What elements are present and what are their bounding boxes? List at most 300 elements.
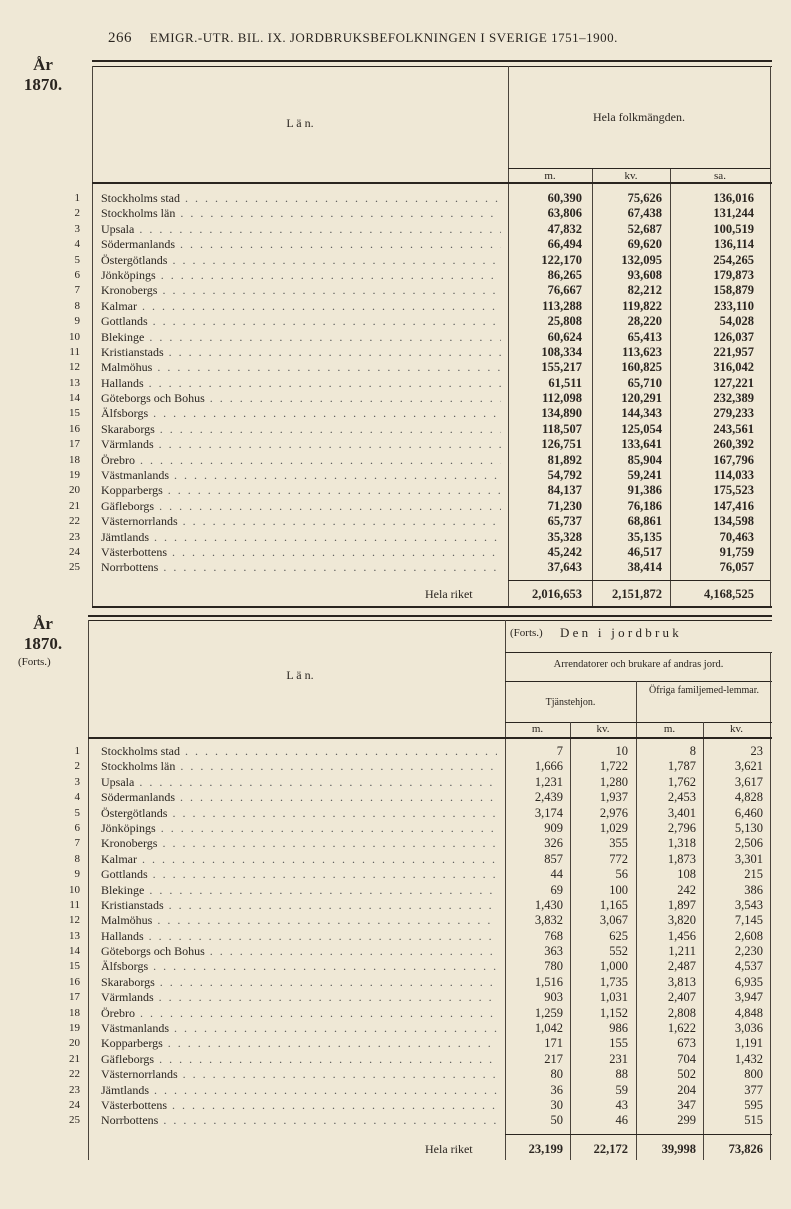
row-number: 11 xyxy=(69,898,80,911)
lan-name: Hallands . . . xyxy=(101,929,497,944)
cell-value: 1,787 xyxy=(667,759,696,774)
row-number: 8 xyxy=(74,852,80,865)
cell-value: 673 xyxy=(677,1036,696,1051)
row-number: 6 xyxy=(74,268,80,281)
lan-name: Kristianstads . . . xyxy=(101,345,501,360)
lan-name: Kalmar . . . xyxy=(101,299,501,314)
cell-value: 133,641 xyxy=(621,437,662,452)
table2-total-of-kv: 73,826 xyxy=(728,1142,763,1156)
row-number: 2 xyxy=(74,760,80,773)
cell-value: 70,463 xyxy=(719,529,754,544)
cell-value: 23 xyxy=(750,744,763,758)
lan-name: Gottlands . . . xyxy=(101,314,501,329)
cell-value: 59 xyxy=(615,1082,628,1097)
cell-value: 88 xyxy=(615,1067,628,1082)
lan-name: Kopparbergs . . . xyxy=(101,483,501,498)
cell-value: 167,796 xyxy=(713,452,754,467)
cell-value: 59,241 xyxy=(627,468,662,483)
cell-value: 1,735 xyxy=(599,974,628,989)
lan-name: Västerbottens . . . xyxy=(101,545,501,560)
table2-right-border xyxy=(770,652,771,1160)
cell-value: 2,487 xyxy=(667,959,696,974)
cell-value: 126,037 xyxy=(713,329,754,344)
cell-value: 903 xyxy=(544,990,563,1005)
table2-col-tj-kv: kv. xyxy=(596,723,610,735)
cell-value: 35,135 xyxy=(627,529,662,544)
cell-value: 25,808 xyxy=(547,314,582,329)
cell-value: 144,343 xyxy=(621,406,662,421)
lan-name: Stockholms stad . . . xyxy=(101,744,497,759)
row-number: 20 xyxy=(69,484,80,497)
cell-value: 54,028 xyxy=(719,314,754,329)
cell-value: 147,416 xyxy=(713,498,754,513)
lan-name: Kronobergs . . . xyxy=(101,283,501,298)
lan-name: Södermanlands . . . xyxy=(101,790,497,805)
row-number: 20 xyxy=(69,1037,80,1050)
cell-value: 3,036 xyxy=(734,1021,763,1036)
table2-total-tj-kv: 22,172 xyxy=(593,1142,628,1156)
cell-value: 30 xyxy=(550,1097,563,1112)
row-number: 15 xyxy=(69,960,80,973)
cell-value: 2,453 xyxy=(667,790,696,805)
cell-value: 515 xyxy=(744,1113,763,1128)
row-number: 11 xyxy=(69,345,80,358)
cell-value: 46,517 xyxy=(627,544,662,559)
lan-name: Malmöhus . . . xyxy=(101,913,497,928)
lan-name: Göteborgs och Bohus . . . xyxy=(101,391,501,406)
table1-lan-names xyxy=(101,191,501,576)
cell-value: 76,186 xyxy=(627,498,662,513)
cell-value: 2,976 xyxy=(599,805,628,820)
cell-value: 1,231 xyxy=(534,774,563,789)
cell-value: 35,328 xyxy=(547,529,582,544)
cell-value: 69,620 xyxy=(627,237,662,252)
lan-name: Kalmar . . . xyxy=(101,852,497,867)
cell-value: 3,543 xyxy=(734,897,763,912)
table2-lan-names xyxy=(101,744,497,1129)
cell-value: 1,211 xyxy=(668,944,696,959)
lan-name: Göteborgs och Bohus . . . xyxy=(101,944,497,959)
row-number: 7 xyxy=(74,837,80,850)
cell-value: 112,098 xyxy=(542,391,582,406)
cell-value: 780 xyxy=(544,959,563,974)
table1-right-border xyxy=(770,66,771,606)
cell-value: 326 xyxy=(544,836,563,851)
table1-col-div-2 xyxy=(670,168,671,606)
lan-name: Örebro . . . xyxy=(101,453,501,468)
row-number: 18 xyxy=(69,453,80,466)
row-number: 17 xyxy=(69,991,80,1004)
lan-name: Malmöhus . . . xyxy=(101,360,501,375)
page-number: 266 xyxy=(108,30,132,46)
page-title: EMIGR.-UTR. BIL. IX. JORDBRUKSBEFOLKNINGEN I SVERIGE 1751–1900. xyxy=(149,30,618,45)
cell-value: 3,820 xyxy=(667,913,696,928)
cell-value: 2,808 xyxy=(667,1005,696,1020)
cell-value: 113,623 xyxy=(622,344,662,359)
cell-value: 3,174 xyxy=(534,805,563,820)
table2-left-border xyxy=(88,620,89,1160)
cell-value: 44 xyxy=(550,867,563,882)
cell-value: 60,624 xyxy=(547,329,582,344)
table2-subgroup-div xyxy=(636,681,637,1160)
row-number: 24 xyxy=(69,545,80,558)
lan-name: Kopparbergs . . . xyxy=(101,1036,497,1051)
lan-name: Kronobergs . . . xyxy=(101,836,497,851)
lan-name: Skaraborgs . . . xyxy=(101,422,501,437)
cell-value: 3,813 xyxy=(667,974,696,989)
cell-value: 132,095 xyxy=(621,252,662,267)
cell-value: 10 xyxy=(615,744,628,758)
cell-value: 217 xyxy=(544,1051,563,1066)
lan-name: Jönköpings . . . xyxy=(101,268,501,283)
lan-name: Norrbottens . . . xyxy=(101,1113,497,1128)
cell-value: 3,617 xyxy=(734,774,763,789)
row-number: 13 xyxy=(69,929,80,942)
row-number: 17 xyxy=(69,438,80,451)
table2-total-rule xyxy=(505,1134,772,1135)
cell-value: 82,212 xyxy=(627,283,662,298)
table1-col-m: m. xyxy=(544,170,556,182)
table1-col-m-values xyxy=(510,191,582,576)
cell-value: 171 xyxy=(544,1036,563,1051)
table1-total-rule xyxy=(508,580,770,581)
cell-value: 71,230 xyxy=(547,498,582,513)
lan-name: Blekinge . . . xyxy=(101,883,497,898)
cell-value: 1,029 xyxy=(599,820,628,835)
year-label-1 xyxy=(18,55,68,95)
table1-total-kv: 2,151,872 xyxy=(612,587,662,601)
cell-value: 215 xyxy=(744,867,763,882)
table2-sub1: Tjänstehjon. xyxy=(545,697,596,708)
cell-value: 69 xyxy=(550,882,563,897)
cell-value: 3,401 xyxy=(667,805,696,820)
table2-sub2: Öfriga familjemed-lemmar. xyxy=(649,685,759,696)
cell-value: 299 xyxy=(677,1113,696,1128)
cell-value: 4,848 xyxy=(734,1005,763,1020)
cell-value: 60,390 xyxy=(547,191,582,205)
cell-value: 86,265 xyxy=(547,267,582,282)
lan-name: Västmanlands . . . xyxy=(101,468,501,483)
row-number: 16 xyxy=(69,975,80,988)
lan-name: Stockholms län . . . xyxy=(101,206,501,221)
table2-col-of-kv: kv. xyxy=(729,723,744,735)
cell-value: 38,414 xyxy=(627,560,662,575)
table1-top-rule xyxy=(92,60,772,62)
cell-value: 160,825 xyxy=(621,360,662,375)
cell-value: 47,832 xyxy=(547,221,582,236)
cell-value: 363 xyxy=(544,944,563,959)
cell-value: 84,137 xyxy=(547,483,582,498)
row-number: 3 xyxy=(74,775,80,788)
lan-name: Jönköpings . . . xyxy=(101,821,497,836)
forts-left-label: (Forts.) xyxy=(18,656,51,668)
table2-total-tj-m: 23,199 xyxy=(528,1142,563,1156)
row-number: 10 xyxy=(69,330,80,343)
cell-value: 155 xyxy=(609,1036,628,1051)
row-number: 13 xyxy=(69,376,80,389)
cell-value: 1,622 xyxy=(667,1021,696,1036)
cell-value: 61,511 xyxy=(548,375,582,390)
table2-lan-header: L ä n. xyxy=(286,668,314,682)
cell-value: 1,430 xyxy=(534,897,563,912)
lan-name: Jämtlands . . . xyxy=(101,530,501,545)
lan-name: Västernorrlands . . . xyxy=(101,1067,497,1082)
year-label-2 xyxy=(18,614,68,654)
table2-tj-m-values xyxy=(507,744,563,1129)
lan-name: Gäfleborgs . . . xyxy=(101,1052,497,1067)
row-number: 14 xyxy=(69,945,80,958)
table1-top-rule-2 xyxy=(92,66,772,67)
cell-value: 1,666 xyxy=(534,759,563,774)
table2-title: D e n i j o r d b r u k xyxy=(560,625,679,640)
cell-value: 204 xyxy=(677,1082,696,1097)
cell-value: 231 xyxy=(609,1051,628,1066)
cell-value: 857 xyxy=(544,851,563,866)
row-number: 19 xyxy=(69,1022,80,1035)
cell-value: 3,301 xyxy=(734,851,763,866)
lan-name: Upsala . . . xyxy=(101,222,501,237)
table2-col-div-3 xyxy=(703,722,704,1160)
cell-value: 80 xyxy=(550,1067,563,1082)
table2-total-label: Hela riket xyxy=(425,1142,473,1156)
row-number: 21 xyxy=(69,499,80,512)
cell-value: 67,438 xyxy=(627,206,662,221)
table1-total-sa: 4,168,525 xyxy=(704,587,754,601)
cell-value: 1,456 xyxy=(667,928,696,943)
cell-value: 221,957 xyxy=(713,344,754,359)
row-number: 8 xyxy=(74,299,80,312)
table1-left-border xyxy=(92,66,93,606)
cell-value: 1,031 xyxy=(599,990,628,1005)
cell-value: 76,057 xyxy=(719,560,754,575)
row-number: 23 xyxy=(69,1083,80,1096)
table1-total-m: 2,016,653 xyxy=(532,587,582,601)
lan-name: Jämtlands . . . xyxy=(101,1083,497,1098)
cell-value: 625 xyxy=(609,928,628,943)
row-number: 12 xyxy=(69,361,80,374)
table1-col-kv-values xyxy=(594,191,662,576)
lan-name: Västmanlands . . . xyxy=(101,1021,497,1036)
cell-value: 108,334 xyxy=(541,344,582,359)
row-number: 6 xyxy=(74,821,80,834)
table1-col-sa-values xyxy=(672,191,754,576)
row-number: 10 xyxy=(69,883,80,896)
lan-name: Hallands . . . xyxy=(101,376,501,391)
table2-title-rule xyxy=(505,652,772,653)
cell-value: 7,145 xyxy=(734,913,763,928)
cell-value: 3,621 xyxy=(734,759,763,774)
row-number: 19 xyxy=(69,469,80,482)
cell-value: 50 xyxy=(550,1113,563,1128)
table1-bottom-rule xyxy=(92,606,772,608)
table2-col-of-m: m. xyxy=(663,723,676,735)
cell-value: 1,762 xyxy=(667,774,696,789)
row-number: 5 xyxy=(74,253,80,266)
cell-value: 232,389 xyxy=(713,391,754,406)
cell-value: 2,407 xyxy=(667,990,696,1005)
cell-value: 56 xyxy=(615,867,628,882)
table1-total-label: Hela riket xyxy=(425,587,473,601)
table2-group-rule xyxy=(505,681,772,682)
cell-value: 52,687 xyxy=(627,221,662,236)
cell-value: 76,667 xyxy=(547,283,582,298)
row-number: 23 xyxy=(69,530,80,543)
table2-row-numbers xyxy=(60,744,80,1129)
cell-value: 155,217 xyxy=(541,360,582,375)
cell-value: 233,110 xyxy=(714,298,754,313)
cell-value: 65,413 xyxy=(627,329,662,344)
table1-col-div-1 xyxy=(592,168,593,606)
year-word-1: År xyxy=(33,55,53,74)
row-number: 22 xyxy=(69,515,80,528)
row-number: 22 xyxy=(69,1068,80,1081)
cell-value: 134,598 xyxy=(713,514,754,529)
cell-value: 85,904 xyxy=(627,452,662,467)
cell-value: 120,291 xyxy=(621,391,662,406)
cell-value: 127,221 xyxy=(713,375,754,390)
cell-value: 93,608 xyxy=(627,267,662,282)
cell-value: 3,832 xyxy=(534,913,563,928)
page-header xyxy=(108,30,618,47)
lan-name: Upsala . . . xyxy=(101,775,497,790)
cell-value: 1,318 xyxy=(667,836,696,851)
cell-value: 7 xyxy=(556,744,563,758)
year-value-1: 1870. xyxy=(23,75,63,94)
cell-value: 65,737 xyxy=(547,514,582,529)
cell-value: 2,506 xyxy=(734,836,763,851)
cell-value: 2,230 xyxy=(734,944,763,959)
row-number: 9 xyxy=(74,868,80,881)
row-number: 25 xyxy=(69,561,80,574)
row-number: 18 xyxy=(69,1006,80,1019)
cell-value: 1,873 xyxy=(667,851,696,866)
cell-value: 119,822 xyxy=(622,298,662,313)
cell-value: 2,608 xyxy=(734,928,763,943)
cell-value: 2,796 xyxy=(667,820,696,835)
row-number: 25 xyxy=(69,1114,80,1127)
row-number: 15 xyxy=(69,407,80,420)
cell-value: 108 xyxy=(677,867,696,882)
cell-value: 768 xyxy=(544,928,563,943)
cell-value: 54,792 xyxy=(547,468,582,483)
cell-value: 134,890 xyxy=(541,406,582,421)
table2-total-of-m: 39,998 xyxy=(661,1142,696,1156)
cell-value: 1,722 xyxy=(599,759,628,774)
cell-value: 1,432 xyxy=(734,1051,763,1066)
lan-name: Gottlands . . . xyxy=(101,867,497,882)
cell-value: 1,897 xyxy=(667,897,696,912)
cell-value: 81,892 xyxy=(547,452,582,467)
cell-value: 43 xyxy=(615,1097,628,1112)
cell-value: 122,170 xyxy=(541,252,582,267)
year-value-2: 1870. xyxy=(23,634,63,653)
table2-top-rule xyxy=(88,615,772,617)
lan-name: Gäfleborgs . . . xyxy=(101,499,501,514)
cell-value: 36 xyxy=(550,1082,563,1097)
cell-value: 1,516 xyxy=(534,974,563,989)
cell-value: 502 xyxy=(677,1067,696,1082)
cell-value: 2,439 xyxy=(534,790,563,805)
lan-name: Älfsborgs . . . xyxy=(101,406,501,421)
cell-value: 772 xyxy=(609,851,628,866)
cell-value: 114,033 xyxy=(714,468,754,483)
lan-name: Kristianstads . . . xyxy=(101,898,497,913)
cell-value: 377 xyxy=(744,1082,763,1097)
lan-name: Skaraborgs . . . xyxy=(101,975,497,990)
lan-name: Stockholms stad . . . xyxy=(101,191,501,206)
row-number: 24 xyxy=(69,1098,80,1111)
cell-value: 68,861 xyxy=(627,514,662,529)
table1-lan-header: L ä n. xyxy=(286,116,314,130)
lan-name: Östergötlands . . . xyxy=(101,253,501,268)
lan-name: Norrbottens . . . xyxy=(101,560,501,575)
cell-value: 5,130 xyxy=(734,820,763,835)
cell-value: 175,523 xyxy=(713,483,754,498)
cell-value: 986 xyxy=(609,1021,628,1036)
table2-of-m-values xyxy=(638,744,696,1129)
cell-value: 1,259 xyxy=(534,1005,563,1020)
cell-value: 75,626 xyxy=(627,191,662,205)
cell-value: 1,042 xyxy=(534,1021,563,1036)
cell-value: 131,244 xyxy=(713,206,754,221)
table2-tj-kv-values xyxy=(572,744,628,1129)
table1-col-kv: kv. xyxy=(624,170,638,182)
table2-header-bottom-rule xyxy=(88,737,772,739)
cell-value: 8 xyxy=(689,744,696,758)
table2-group-header: Arrendatorer och brukare af andras jord. xyxy=(553,659,724,670)
lan-name: Södermanlands . . . xyxy=(101,237,501,252)
table2-of-kv-values xyxy=(705,744,763,1129)
cell-value: 242 xyxy=(677,882,696,897)
cell-value: 552 xyxy=(609,944,628,959)
row-number: 12 xyxy=(69,914,80,927)
table1-col-sa: sa. xyxy=(714,170,726,182)
lan-name: Västernorrlands . . . xyxy=(101,514,501,529)
row-number: 7 xyxy=(74,284,80,297)
lan-name: Västerbottens . . . xyxy=(101,1098,497,1113)
cell-value: 243,561 xyxy=(713,421,754,436)
cell-value: 1,000 xyxy=(599,959,628,974)
cell-value: 595 xyxy=(744,1097,763,1112)
cell-value: 316,042 xyxy=(713,360,754,375)
cell-value: 1,937 xyxy=(599,790,628,805)
cell-value: 37,643 xyxy=(547,560,582,575)
table2-col-div-1 xyxy=(570,722,571,1160)
lan-name: Värmlands . . . xyxy=(101,437,501,452)
cell-value: 125,054 xyxy=(621,421,662,436)
cell-value: 260,392 xyxy=(713,437,754,452)
cell-value: 28,220 xyxy=(627,314,662,329)
cell-value: 65,710 xyxy=(627,375,662,390)
cell-value: 1,280 xyxy=(599,774,628,789)
row-number: 1 xyxy=(74,745,80,757)
cell-value: 46 xyxy=(615,1113,628,1128)
year-word-2: År xyxy=(33,614,53,633)
cell-value: 91,759 xyxy=(719,544,754,559)
cell-value: 347 xyxy=(677,1097,696,1112)
cell-value: 179,873 xyxy=(713,267,754,282)
lan-name: Blekinge . . . xyxy=(101,330,501,345)
table2-top-rule-2 xyxy=(88,620,772,621)
cell-value: 136,114 xyxy=(714,237,754,252)
cell-value: 1,152 xyxy=(599,1005,628,1020)
cell-value: 136,016 xyxy=(713,191,754,205)
cell-value: 6,935 xyxy=(734,974,763,989)
table1-header-bottom-rule xyxy=(92,182,772,184)
cell-value: 386 xyxy=(744,882,763,897)
row-number: 2 xyxy=(74,207,80,220)
row-number: 14 xyxy=(69,392,80,405)
